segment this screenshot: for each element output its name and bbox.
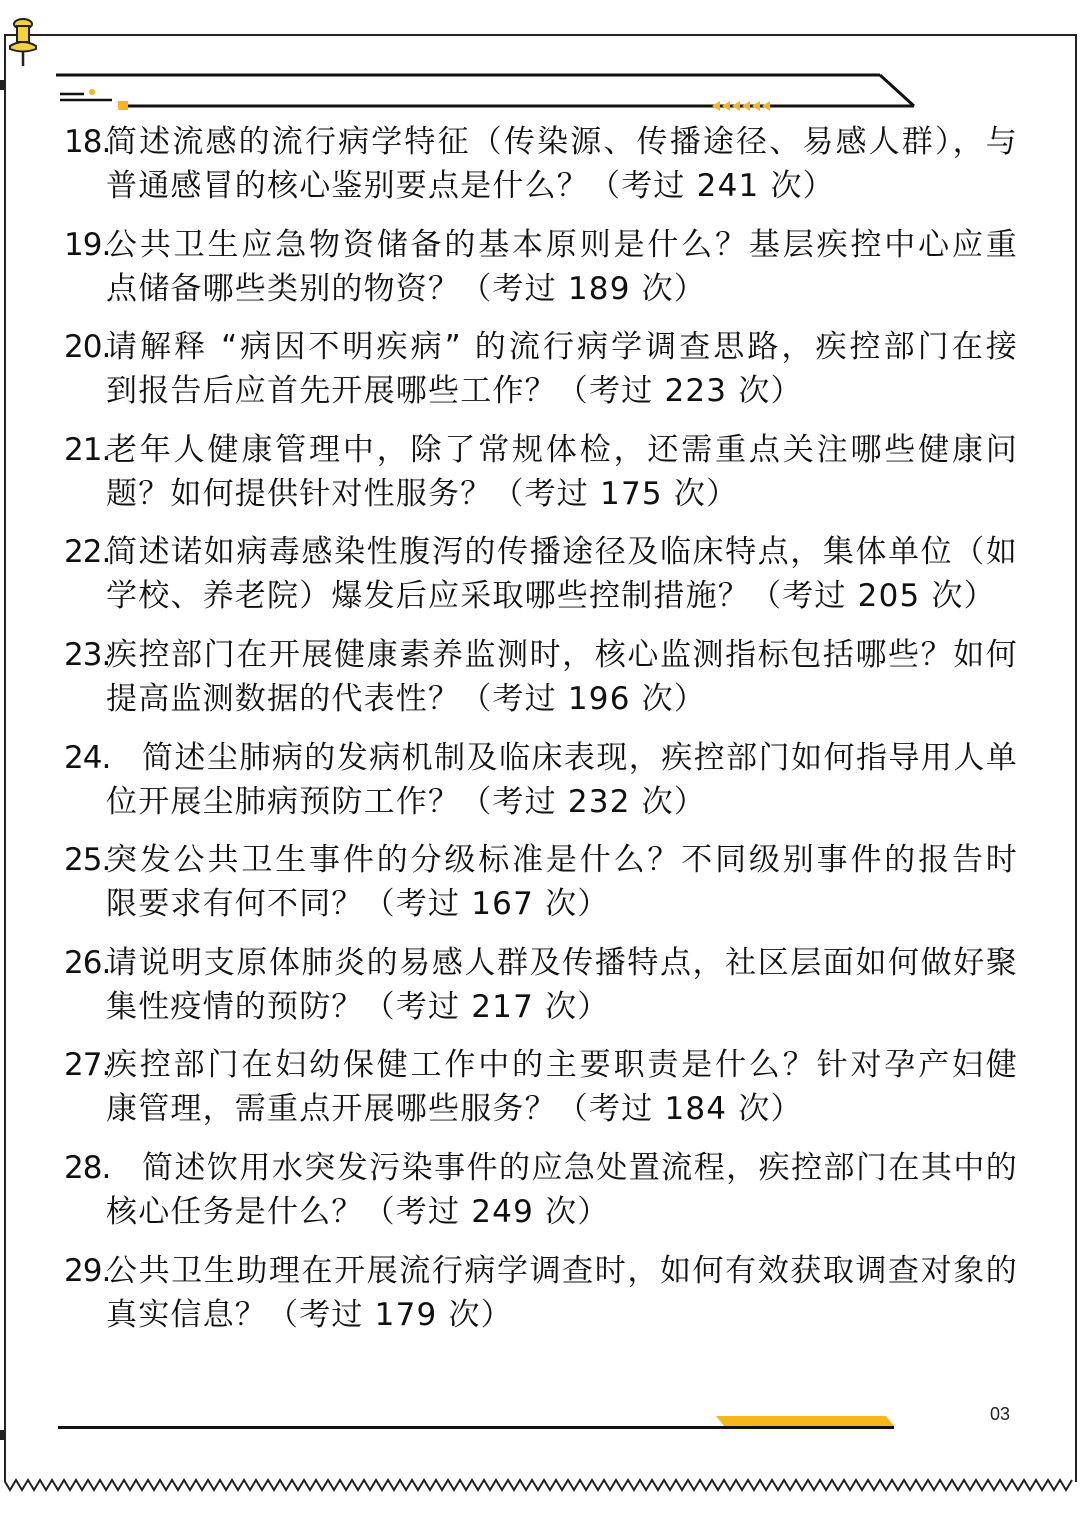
question-item bbox=[64, 633, 1018, 721]
question-line: 请解释 “病因不明疾病” 的流行病学调查思路，疾控部门在接 bbox=[106, 329, 1018, 366]
question-item bbox=[64, 941, 1018, 1029]
question-line: 疾控部门在开展健康素养监测时，核心监测指标包括哪些？如何 bbox=[106, 636, 1018, 673]
question-list bbox=[64, 120, 1018, 1351]
question-line: 学校、养老院）爆发后应采取哪些控制措施？（考过 205 次） bbox=[106, 578, 996, 615]
header-decoration bbox=[56, 72, 920, 114]
question-number: 24. bbox=[64, 739, 111, 776]
zigzag-bottom-edge bbox=[4, 1474, 1077, 1496]
question-line: 提高监测数据的代表性？（考过 196 次） bbox=[106, 680, 707, 717]
question-number: 25. bbox=[64, 842, 111, 879]
question-number: 20. bbox=[64, 329, 111, 366]
question-item bbox=[64, 325, 1018, 413]
question-line: 到报告后应首先开展哪些工作？（考过 223 次） bbox=[106, 373, 803, 410]
footer-rule bbox=[58, 1426, 894, 1429]
question-number: 27. bbox=[64, 1047, 111, 1084]
question-item bbox=[64, 428, 1018, 516]
question-number: 23. bbox=[64, 636, 111, 673]
question-line: 简述饮用水突发污染事件的应急处置流程，疾控部门在其中的 bbox=[142, 1149, 1018, 1186]
question-number: 18. bbox=[64, 124, 111, 160]
question-text bbox=[106, 633, 1018, 721]
question-item bbox=[64, 736, 1018, 824]
question-line: 老年人健康管理中，除了常规体检，还需重点关注哪些健康问 bbox=[106, 431, 1018, 468]
question-text bbox=[106, 941, 1018, 1029]
question-number: 19. bbox=[64, 226, 111, 263]
question-text bbox=[106, 1146, 1018, 1234]
question-line: 位开展尘肺病预防工作？（考过 232 次） bbox=[106, 783, 707, 820]
question-item bbox=[64, 223, 1018, 311]
question-text bbox=[106, 838, 1018, 926]
question-text bbox=[106, 736, 1018, 824]
page-number: 03 bbox=[990, 1404, 1011, 1424]
push-pin-icon bbox=[6, 18, 40, 68]
question-line: 题？如何提供针对性服务？（考过 175 次） bbox=[106, 475, 739, 512]
question-text bbox=[106, 1043, 1018, 1131]
question-number: 26. bbox=[64, 944, 111, 981]
question-line: 普通感冒的核心鉴别要点是什么？（考过 241 次） bbox=[106, 168, 835, 204]
question-line: 简述尘肺病的发病机制及临床表现，疾控部门如何指导用人单 bbox=[142, 739, 1018, 776]
question-line: 突发公共卫生事件的分级标准是什么？不同级别事件的报告时 bbox=[106, 842, 1018, 879]
question-text bbox=[106, 530, 1018, 618]
question-number: 28. bbox=[64, 1149, 111, 1186]
question-line: 公共卫生助理在开展流行病学调查时，如何有效获取调查对象的 bbox=[106, 1252, 1018, 1289]
question-item bbox=[64, 1146, 1018, 1234]
question-item bbox=[64, 838, 1018, 926]
question-line: 限要求有何不同？（考过 167 次） bbox=[106, 886, 610, 923]
question-line: 点储备哪些类别的物资？（考过 189 次） bbox=[106, 270, 707, 307]
question-line: 集性疫情的预防？（考过 217 次） bbox=[106, 988, 610, 1025]
question-line: 简述流感的流行病学特征（传染源、传播途径、易感人群），与 bbox=[106, 124, 1018, 160]
question-item bbox=[64, 1249, 1018, 1337]
side-dash bbox=[0, 80, 4, 90]
question-text bbox=[106, 120, 1018, 208]
question-line: 简述诺如病毒感染性腹泻的传播途径及临床特点，集体单位（如 bbox=[106, 534, 1018, 571]
question-number: 29. bbox=[64, 1252, 111, 1289]
question-line: 核心任务是什么？（考过 249 次） bbox=[106, 1193, 610, 1230]
question-item bbox=[64, 530, 1018, 618]
question-line: 康管理，需重点开展哪些服务？（考过 184 次） bbox=[106, 1091, 803, 1128]
question-item bbox=[64, 1043, 1018, 1131]
question-number: 21. bbox=[64, 431, 111, 468]
question-number: 22. bbox=[64, 534, 111, 571]
question-text bbox=[106, 325, 1018, 413]
question-text bbox=[106, 223, 1018, 311]
footer-accent-bar bbox=[716, 1416, 894, 1426]
question-text bbox=[106, 428, 1018, 516]
question-line: 疾控部门在妇幼保健工作中的主要职责是什么？针对孕产妇健 bbox=[106, 1047, 1018, 1084]
question-line: 请说明支原体肺炎的易感人群及传播特点，社区层面如何做好聚 bbox=[106, 944, 1018, 981]
question-text bbox=[106, 1249, 1018, 1337]
side-dash bbox=[0, 1430, 4, 1440]
question-line: 公共卫生应急物资储备的基本原则是什么？基层疾控中心应重 bbox=[106, 226, 1018, 263]
question-line: 真实信息？（考过 179 次） bbox=[106, 1296, 513, 1333]
question-item bbox=[64, 120, 1018, 208]
